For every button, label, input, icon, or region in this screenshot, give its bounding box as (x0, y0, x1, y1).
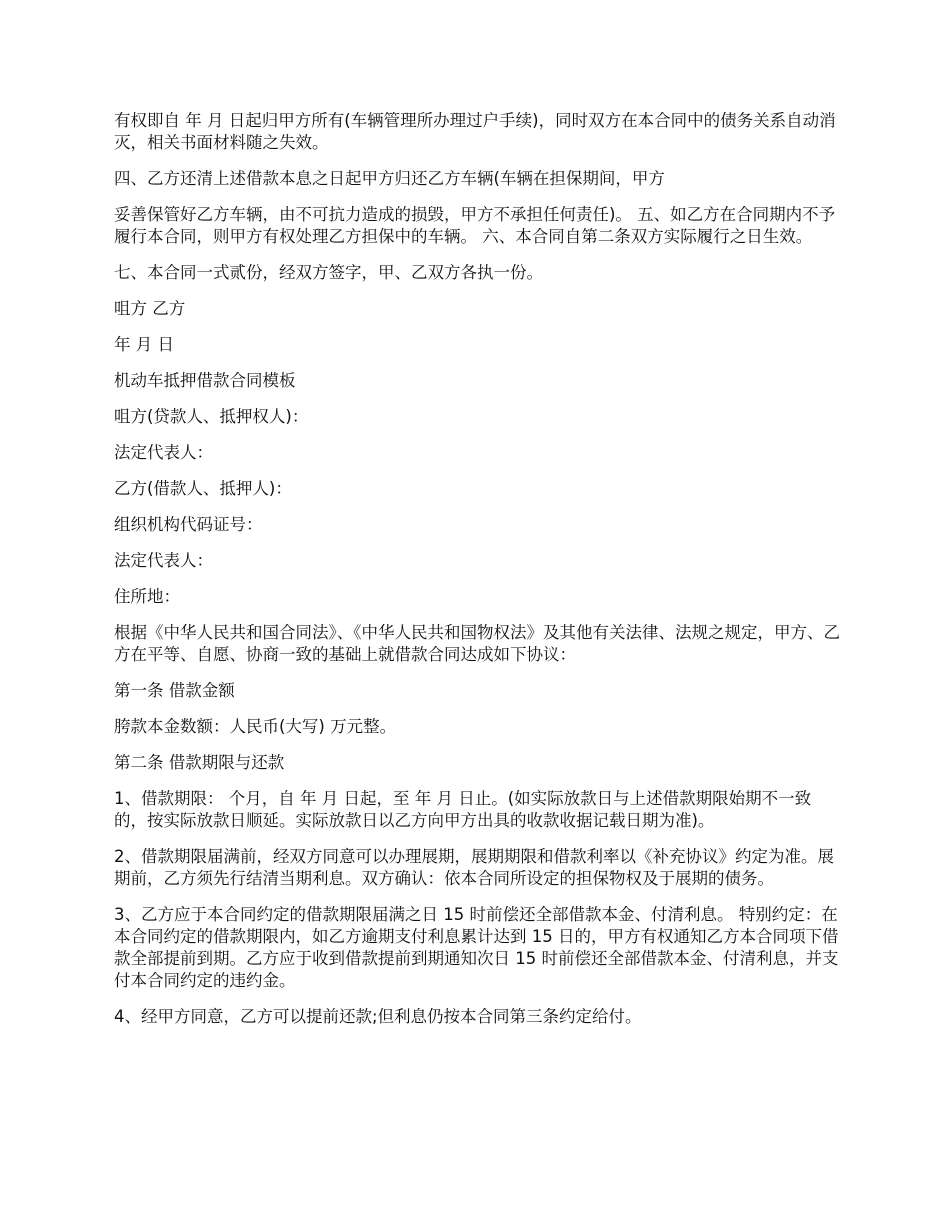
loan-term-clause-3: 3、乙方应于本合同约定的借款期限届满之日 15 时前偿还全部借款本金、付清利息。 特别约定：在本合同约定的借款期限内，如乙方逾期支付利息累计达到 15 日的，甲方有权通知乙方本合同项下借款全部提前到期。乙方应于收到借款提前到期通知次日 15 时前偿还全部借款本金、付清利息，并支付本合同约定的违约金。 (114, 905, 839, 990)
party-a-representative: 法定代表人： (114, 443, 213, 462)
organization-code: 组织机构代码证号： (114, 515, 263, 534)
signature-parties: 咀方 乙方 (114, 299, 186, 318)
loan-term-clause-2: 2、借款期限届满前，经双方同意可以办理展期，展期期限和借款利率以《补充协议》约定为准。展期前，乙方须先行结清当期利息。双方确认：依本合同所设定的担保物权及于展期的债务。 (114, 847, 834, 888)
party-a-label: 咀方(贷款人、抵押权人)： (114, 407, 309, 426)
loan-principal: 胯款本金数额：人民币(大写) 万元整。 (114, 717, 397, 736)
signature-date: 年 月 日 (114, 335, 174, 354)
loan-term-clause-1: 1、借款期限： 个月，自 年 月 日起，至 年 月 日止。(如实际放款日与上述借款期限始期不一致的，按实际放款日顺延。实际放款日以乙方向甲方出具的收款收据记载日期为准)。 (114, 789, 812, 830)
paragraph-clause-4: 四、乙方还清上述借款本息之日起甲方归还乙方车辆(车辆在担保期间，甲方 (114, 169, 665, 188)
domicile: 住所地： (114, 587, 180, 606)
paragraph-vehicle-ownership: 有权即自 年 月 日起归甲方所有(车辆管理所办理过户手续)，同时双方在本合同中的债务关系自动消灭，相关书面材料随之失效。 (114, 111, 836, 152)
party-b-representative: 法定代表人： (114, 551, 213, 570)
loan-term-clause-4: 4、经甲方同意，乙方可以提前还款;但利息仍按本合同第三条约定给付。 (114, 1007, 642, 1026)
article-2-heading: 第二条 借款期限与还款 (114, 753, 285, 772)
document-body (114, 110, 844, 1042)
paragraph-clause-7: 七、本合同一式贰份，经双方签字，甲、乙双方各执一份。 (114, 263, 543, 282)
preamble: 根据《中华人民共和国合同法》、《中华人民共和国物权法》及其他有关法律、法规之规定，甲方、乙方在平等、自愿、协商一致的基础上就借款合同达成如下协议： (114, 623, 840, 664)
template-title: 机动车抵押借款合同模板 (114, 371, 296, 390)
party-b-label: 乙方(借款人、抵押人)： (114, 479, 292, 498)
article-1-heading: 第一条 借款金额 (114, 681, 235, 700)
paragraph-clause-5-6: 妥善保管好乙方车辆，由不可抗力造成的损毁，甲方不承担任何责任)。 五、如乙方在合同期内不予履行本合同，则甲方有权处理乙方担保中的车辆。 六、本合同自第二条双方实际履行之日生效。 (114, 205, 836, 246)
